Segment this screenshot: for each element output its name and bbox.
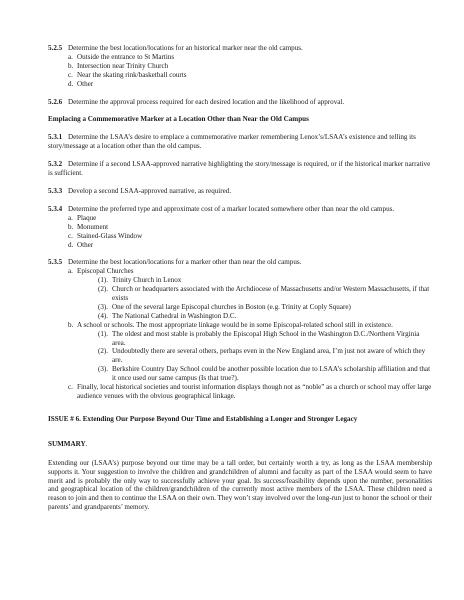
section-5-3-1 xyxy=(48,133,432,151)
list-item: (3). One of the several large Episcopal churches in Boston (e.g. Trinity at Coply Square) xyxy=(98,302,351,311)
section-text: Determine the best location/locations for a marker other than near the old campus. xyxy=(68,258,302,267)
list-item: a. Episcopal Churches xyxy=(68,267,134,276)
section-number: 5.3.4 xyxy=(48,204,63,213)
section-text: Develop a second LSAA-approved narrative, as required. xyxy=(68,186,232,195)
section-number: 5.3.2 xyxy=(48,160,63,169)
summary-paragraph: Extending our (LSAA’s) purpose beyond our time may be a tall order, but certainly worth a try, as long as the LSAA membership supports it. Your suggestion to involve the children and grandchildren of alumni and faculty as part of the LSAA would seem to have merit and is probably the only way to successfully achieve your goal. Its success/feasibility depends upon the number, personalities and geographical location of the children/grandchildren of the currently most active members of the LSAA. These children need a reason to join and then to continue the LSAA on their own. They won’t stay involved over the long-run just to honor the school or their parents’ and grandparents’ memory. xyxy=(48,458,432,512)
list-item: (2). Undoubtedly there are several others, perhaps even in the New England area, I’m just not aware of which they are. xyxy=(98,347,426,365)
sub-list xyxy=(98,276,432,321)
section-number: 5.3.1 xyxy=(48,133,63,142)
section-number: 5.3.3 xyxy=(48,186,63,195)
list-item: b. Intersection near Trinity Church xyxy=(68,61,169,70)
summary-label: SUMMARY xyxy=(48,439,86,448)
section-number: 5.3.5 xyxy=(48,258,63,267)
document-page xyxy=(48,44,432,512)
section-number: 5.2.6 xyxy=(48,97,63,106)
section-heading: Emplacing a Commemorative Marker at a Location Other than Near the Old Campus xyxy=(48,115,309,124)
option-list xyxy=(68,214,432,250)
section-5-2-5 xyxy=(48,44,432,89)
list-item: b. Monument xyxy=(68,222,109,231)
section-5-3-5 xyxy=(48,258,432,401)
list-item: (4). The National Cathedral in Washington D.C. xyxy=(98,311,237,320)
option-list xyxy=(68,53,432,89)
sub-list xyxy=(98,330,432,383)
issue-heading: ISSUE # 6. Extending Our Purpose Beyond Our Time and Establishing a Longer and Stronger Legacy xyxy=(48,414,358,423)
list-item: c. Stained-Glass Window xyxy=(68,231,143,240)
section-5-3-2 xyxy=(48,160,432,178)
list-item: c. Near the skating rink/basketball courts xyxy=(68,70,187,79)
list-item: (2). Church or headquarters associated with the Archdiocese of Massachusetts and/or Western Massachusetts, if that exists xyxy=(98,285,430,303)
list-item: a. Outside the entrance to St Martins xyxy=(68,52,175,61)
section-5-3-3 xyxy=(48,187,432,196)
section-text: Determine the approval process required for each desired location and the likelihood of approval. xyxy=(68,97,345,106)
list-item: (1). Trinity Church in Lenox xyxy=(98,276,182,285)
option-list xyxy=(68,267,432,401)
section-5-2-6 xyxy=(48,98,432,107)
list-item: (3). Berkshire Country Day School could be another possible location due to LSAA’s scholarship affiliation and that it once used our same campus (Is that true?). xyxy=(98,365,431,383)
list-item: (1). The oldest and most stable is probably the Episcopal High School in the Washington D.C./Northern Virginia area. xyxy=(98,329,420,347)
summary-heading: SUMMARY. xyxy=(48,439,88,448)
list-item: c. Finally, local historical societies and tourist information displays though not as “noble” as a church or school may offer large audience venues with the obvious geographical linkage. xyxy=(68,383,432,400)
list-item: d. Other xyxy=(68,240,94,249)
section-5-3-4 xyxy=(48,205,432,250)
list-item: a. Plaque xyxy=(68,213,97,222)
list-item: b. A school or schools. The most appropriate linkage would be in some Episcopal-related school still in existence. xyxy=(68,320,393,329)
section-text: Determine the best location/locations for an historical marker near the old campus. xyxy=(68,44,303,52)
section-text: Determine if a second LSAA-approved narrative highlighting the story/message is required, or if the historical marker narrative is sufficient. xyxy=(48,160,431,178)
section-number: 5.2.5 xyxy=(48,44,63,52)
section-text: Determine the LSAA’s desire to emplace a commemorative marker remembering Lenox’s/LSAA’s existence and telling its story/message at a location other than the old campus. xyxy=(48,133,416,151)
section-text: Determine the preferred type and approximate cost of a marker located somewhere other than near the old campus. xyxy=(68,204,395,213)
list-item: d. Other xyxy=(68,79,94,88)
